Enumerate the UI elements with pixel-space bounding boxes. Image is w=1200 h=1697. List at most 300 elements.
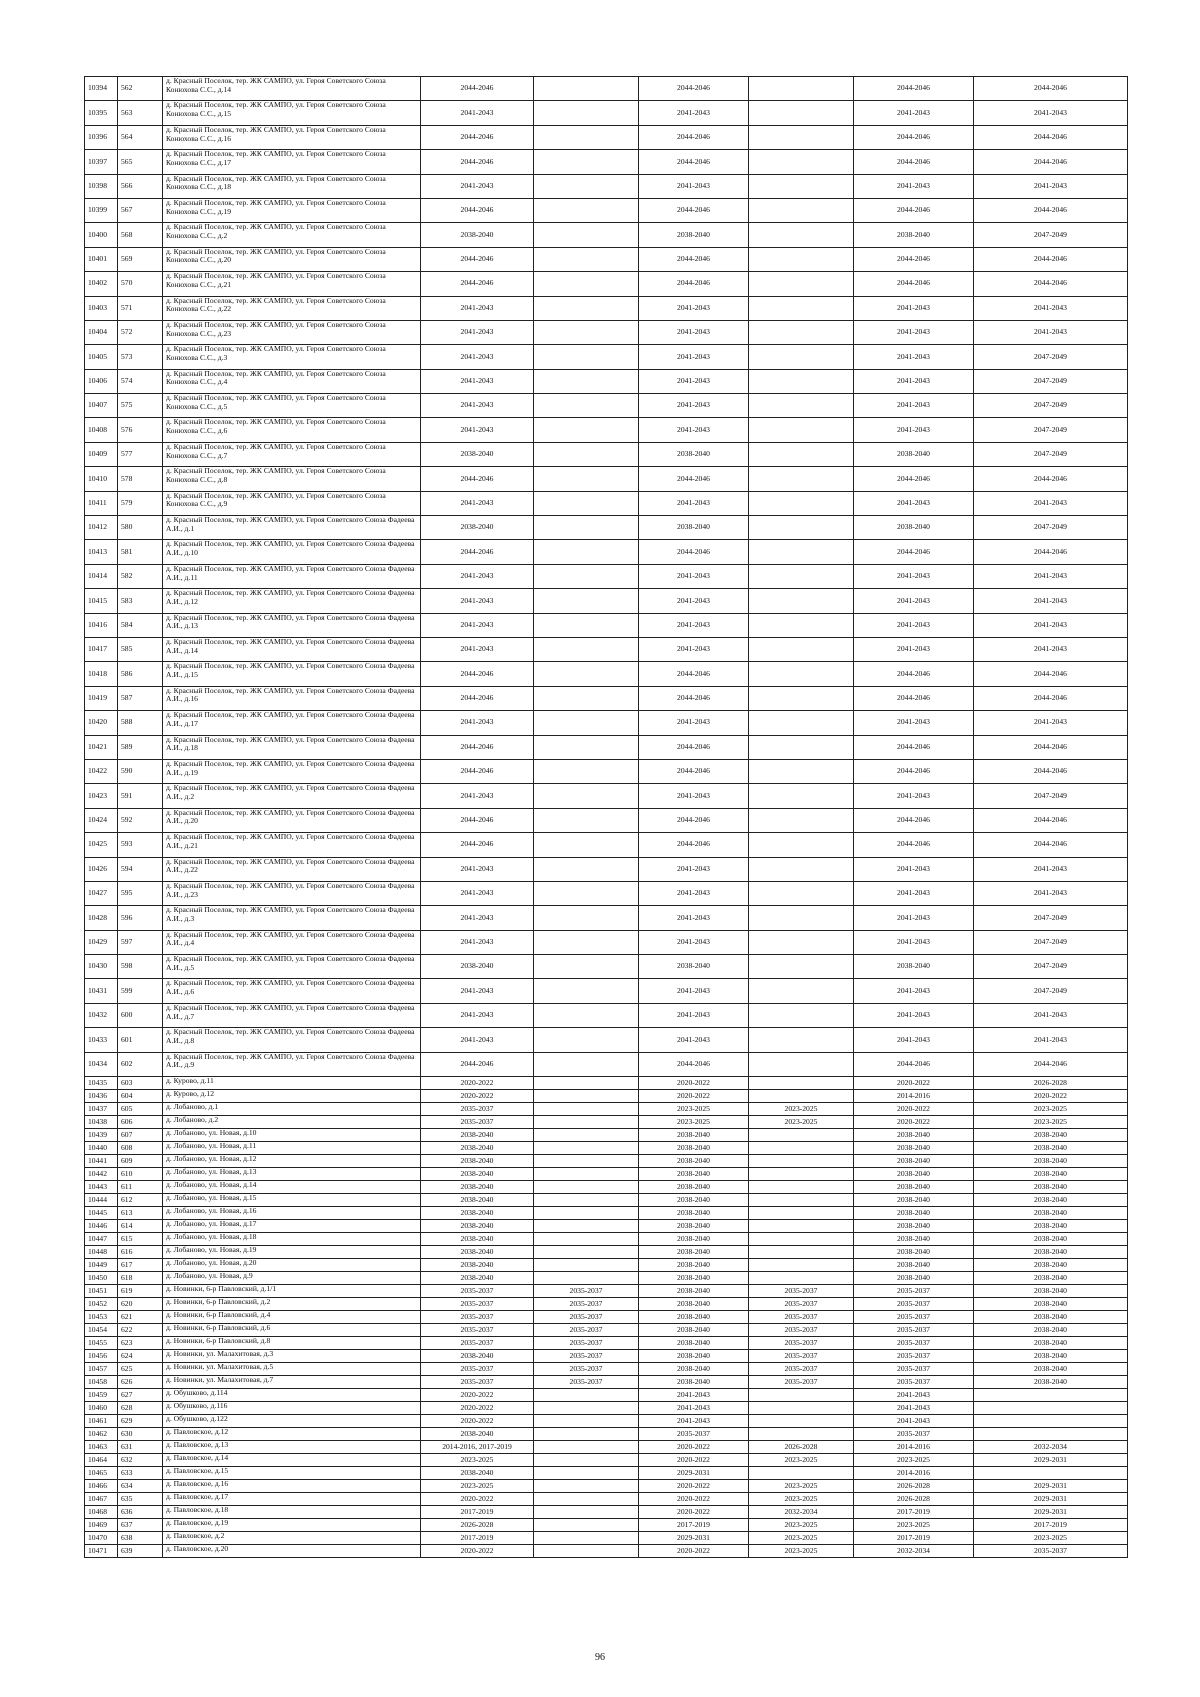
period-col-2 (534, 1415, 639, 1428)
period-col-2 (534, 223, 639, 247)
row-number: 634 (118, 1480, 163, 1493)
record-id: 10408 (85, 418, 118, 442)
address: д. Обушково, д.122 (163, 1415, 421, 1428)
period-col-6: 2044-2046 (974, 150, 1128, 174)
row-number: 580 (118, 516, 163, 540)
period-col-6 (974, 1389, 1128, 1402)
record-id: 10397 (85, 150, 118, 174)
period-col-1: 2044-2046 (421, 1052, 534, 1076)
period-col-5: 2044-2046 (854, 759, 974, 783)
period-col-2 (534, 125, 639, 149)
period-col-3: 2035-2037 (639, 1428, 749, 1441)
period-col-5: 2044-2046 (854, 540, 974, 564)
period-col-3: 2041-2043 (639, 320, 749, 344)
period-col-6: 2047-2049 (974, 442, 1128, 466)
period-col-1: 2035-2037 (421, 1116, 534, 1129)
table-row (85, 369, 1128, 393)
period-col-4 (749, 833, 854, 857)
period-col-6: 2041-2043 (974, 857, 1128, 881)
period-col-4 (749, 77, 854, 101)
table-row (85, 930, 1128, 954)
row-number: 636 (118, 1506, 163, 1519)
period-col-4: 2032-2034 (749, 1506, 854, 1519)
row-number: 622 (118, 1324, 163, 1337)
period-col-1: 2038-2040 (421, 1194, 534, 1207)
period-col-1: 2044-2046 (421, 125, 534, 149)
row-number: 624 (118, 1350, 163, 1363)
period-col-3: 2020-2022 (639, 1480, 749, 1493)
period-col-1: 2035-2037 (421, 1337, 534, 1350)
row-number: 562 (118, 77, 163, 101)
table-row (85, 1428, 1128, 1441)
row-number: 563 (118, 101, 163, 125)
row-number: 586 (118, 662, 163, 686)
row-number: 584 (118, 613, 163, 637)
period-col-2 (534, 1454, 639, 1467)
row-number: 600 (118, 1003, 163, 1027)
address: д. Новинки, 6-р Павловский, д.8 (163, 1337, 421, 1350)
period-col-3: 2041-2043 (639, 296, 749, 320)
period-col-3: 2020-2022 (639, 1493, 749, 1506)
period-col-6 (974, 1428, 1128, 1441)
row-number: 576 (118, 418, 163, 442)
table-row (85, 1480, 1128, 1493)
period-col-1: 2041-2043 (421, 613, 534, 637)
table-row (85, 1298, 1128, 1311)
period-col-2: 2035-2037 (534, 1285, 639, 1298)
table-row (85, 1272, 1128, 1285)
period-col-3: 2038-2040 (639, 1168, 749, 1181)
table-row (85, 1363, 1128, 1376)
record-id: 10416 (85, 613, 118, 637)
table-row (85, 686, 1128, 710)
period-col-4 (749, 418, 854, 442)
period-col-5: 2041-2043 (854, 979, 974, 1003)
period-col-3: 2038-2040 (639, 1363, 749, 1376)
period-col-3: 2041-2043 (639, 345, 749, 369)
period-col-1: 2041-2043 (421, 979, 534, 1003)
record-id: 10450 (85, 1272, 118, 1285)
record-id: 10467 (85, 1493, 118, 1506)
period-col-3: 2041-2043 (639, 711, 749, 735)
period-col-3: 2041-2043 (639, 881, 749, 905)
period-col-2 (534, 1272, 639, 1285)
period-col-6: 2041-2043 (974, 881, 1128, 905)
address: д. Павловское, д.16 (163, 1480, 421, 1493)
record-id: 10419 (85, 686, 118, 710)
record-id: 10402 (85, 272, 118, 296)
period-col-3: 2041-2043 (639, 1028, 749, 1052)
address: д. Новинки, ул. Малахитовая, д.7 (163, 1376, 421, 1389)
period-col-2 (534, 1181, 639, 1194)
period-col-1: 2038-2040 (421, 442, 534, 466)
period-col-5: 2038-2040 (854, 1129, 974, 1142)
table-row (85, 125, 1128, 149)
period-col-5: 2041-2043 (854, 784, 974, 808)
period-col-3: 2044-2046 (639, 467, 749, 491)
period-col-5: 2041-2043 (854, 296, 974, 320)
period-col-6: 2035-2037 (974, 1545, 1128, 1558)
table-row (85, 1194, 1128, 1207)
period-col-5: 2038-2040 (854, 442, 974, 466)
record-id: 10426 (85, 857, 118, 881)
period-col-6: 2029-2031 (974, 1493, 1128, 1506)
period-col-3: 2038-2040 (639, 1155, 749, 1168)
period-col-3: 2038-2040 (639, 1376, 749, 1389)
period-col-2 (534, 369, 639, 393)
row-number: 571 (118, 296, 163, 320)
period-col-1: 2038-2040 (421, 1259, 534, 1272)
record-id: 10434 (85, 1052, 118, 1076)
period-col-3: 2041-2043 (639, 1402, 749, 1415)
table-row (85, 467, 1128, 491)
period-col-2 (534, 1233, 639, 1246)
row-number: 611 (118, 1181, 163, 1194)
address: д. Лобаново, ул. Новая, д.17 (163, 1220, 421, 1233)
period-col-3: 2044-2046 (639, 77, 749, 101)
period-col-1: 2041-2043 (421, 930, 534, 954)
address: д. Лобаново, ул. Новая, д.9 (163, 1272, 421, 1285)
record-id: 10413 (85, 540, 118, 564)
period-col-3: 2041-2043 (639, 1003, 749, 1027)
period-col-6: 2038-2040 (974, 1311, 1128, 1324)
period-col-2 (534, 1116, 639, 1129)
period-col-4 (749, 1142, 854, 1155)
address: д. Красный Поселок, тер. ЖК САМПО, ул. Героя Советского Союза Конюхова С.С., д.9 (163, 491, 421, 515)
period-col-4 (749, 125, 854, 149)
period-col-3: 2029-2031 (639, 1467, 749, 1480)
period-col-3: 2038-2040 (639, 1246, 749, 1259)
period-col-4 (749, 1052, 854, 1076)
period-col-5: 2020-2022 (854, 1116, 974, 1129)
period-col-5: 2035-2037 (854, 1428, 974, 1441)
period-col-6: 2047-2049 (974, 955, 1128, 979)
period-col-5: 2038-2040 (854, 1246, 974, 1259)
period-col-2 (534, 857, 639, 881)
period-col-5: 2038-2040 (854, 223, 974, 247)
period-col-4 (749, 1415, 854, 1428)
table-row (85, 1155, 1128, 1168)
period-col-4 (749, 1207, 854, 1220)
period-col-4: 2035-2037 (749, 1324, 854, 1337)
period-col-1: 2044-2046 (421, 833, 534, 857)
period-col-1: 2041-2043 (421, 296, 534, 320)
period-col-4: 2023-2025 (749, 1103, 854, 1116)
period-col-5: 2041-2043 (854, 1028, 974, 1052)
period-col-4 (749, 662, 854, 686)
period-col-2: 2035-2037 (534, 1363, 639, 1376)
table-row (85, 1129, 1128, 1142)
period-col-4 (749, 1155, 854, 1168)
period-col-4: 2035-2037 (749, 1285, 854, 1298)
row-number: 637 (118, 1519, 163, 1532)
period-col-6: 2038-2040 (974, 1376, 1128, 1389)
table-row (85, 1077, 1128, 1090)
row-number: 564 (118, 125, 163, 149)
period-col-3: 2038-2040 (639, 955, 749, 979)
row-number: 625 (118, 1363, 163, 1376)
address: д. Красный Поселок, тер. ЖК САМПО, ул. Героя Советского Союза Фадеева А.И., д.9 (163, 1052, 421, 1076)
period-col-3: 2041-2043 (639, 589, 749, 613)
address: д. Красный Поселок, тер. ЖК САМПО, ул. Героя Советского Союза Конюхова С.С., д.6 (163, 418, 421, 442)
row-number: 572 (118, 320, 163, 344)
period-col-1: 2044-2046 (421, 247, 534, 271)
address: д. Лобаново, ул. Новая, д.11 (163, 1142, 421, 1155)
period-col-2 (534, 1142, 639, 1155)
record-id: 10446 (85, 1220, 118, 1233)
period-col-3: 2020-2022 (639, 1545, 749, 1558)
table-row (85, 491, 1128, 515)
period-col-6: 2044-2046 (974, 759, 1128, 783)
period-col-2 (534, 320, 639, 344)
period-col-2 (534, 1168, 639, 1181)
period-col-4 (749, 1028, 854, 1052)
period-col-2 (534, 955, 639, 979)
period-col-4: 2023-2025 (749, 1493, 854, 1506)
period-col-5: 2044-2046 (854, 735, 974, 759)
address: д. Павловское, д.17 (163, 1493, 421, 1506)
table-row (85, 1090, 1128, 1103)
period-col-4 (749, 1181, 854, 1194)
period-col-4 (749, 784, 854, 808)
period-col-3: 2044-2046 (639, 1052, 749, 1076)
address: д. Красный Поселок, тер. ЖК САМПО, ул. Героя Советского Союза Фадеева А.И., д.15 (163, 662, 421, 686)
period-col-5: 2038-2040 (854, 1272, 974, 1285)
period-col-1: 2038-2040 (421, 1168, 534, 1181)
period-col-3: 2038-2040 (639, 1233, 749, 1246)
period-col-4: 2035-2037 (749, 1311, 854, 1324)
period-col-5: 2038-2040 (854, 955, 974, 979)
period-col-2 (534, 540, 639, 564)
period-col-1: 2041-2043 (421, 784, 534, 808)
period-col-3: 2041-2043 (639, 174, 749, 198)
period-col-1: 2041-2043 (421, 589, 534, 613)
period-col-3: 2041-2043 (639, 637, 749, 661)
row-number: 569 (118, 247, 163, 271)
period-col-6: 2038-2040 (974, 1168, 1128, 1181)
period-col-5: 2038-2040 (854, 1181, 974, 1194)
table-row (85, 833, 1128, 857)
period-col-1: 2020-2022 (421, 1389, 534, 1402)
table-row (85, 296, 1128, 320)
row-number: 591 (118, 784, 163, 808)
record-id: 10394 (85, 77, 118, 101)
period-col-5: 2044-2046 (854, 467, 974, 491)
period-col-2 (534, 1090, 639, 1103)
row-number: 587 (118, 686, 163, 710)
table-row (85, 418, 1128, 442)
period-col-4 (749, 857, 854, 881)
record-id: 10415 (85, 589, 118, 613)
row-number: 583 (118, 589, 163, 613)
period-col-5: 2041-2043 (854, 320, 974, 344)
period-col-3: 2017-2019 (639, 1519, 749, 1532)
period-col-4 (749, 101, 854, 125)
period-col-4 (749, 1129, 854, 1142)
period-col-6: 2044-2046 (974, 686, 1128, 710)
address: д. Павловское, д.14 (163, 1454, 421, 1467)
record-id: 10451 (85, 1285, 118, 1298)
period-col-4 (749, 1402, 854, 1415)
period-col-5: 2038-2040 (854, 516, 974, 540)
period-col-6 (974, 1467, 1128, 1480)
table-row (85, 345, 1128, 369)
period-col-6: 2047-2049 (974, 369, 1128, 393)
period-col-5: 2041-2043 (854, 345, 974, 369)
period-col-1: 2038-2040 (421, 1220, 534, 1233)
period-col-6: 2038-2040 (974, 1155, 1128, 1168)
period-col-3: 2044-2046 (639, 759, 749, 783)
address: д. Красный Поселок, тер. ЖК САМПО, ул. Героя Советского Союза Фадеева А.И., д.2 (163, 784, 421, 808)
period-col-6: 2038-2040 (974, 1181, 1128, 1194)
period-col-3: 2020-2022 (639, 1454, 749, 1467)
address: д. Красный Поселок, тер. ЖК САМПО, ул. Героя Советского Союза Фадеева А.И., д.5 (163, 955, 421, 979)
record-id: 10452 (85, 1298, 118, 1311)
address: д. Красный Поселок, тер. ЖК САМПО, ул. Героя Советского Союза Фадеева А.И., д.23 (163, 881, 421, 905)
period-col-1: 2041-2043 (421, 1028, 534, 1052)
period-col-6: 2047-2049 (974, 394, 1128, 418)
period-col-2 (534, 345, 639, 369)
period-col-5: 2044-2046 (854, 1052, 974, 1076)
period-col-2 (534, 1428, 639, 1441)
period-col-6: 2023-2025 (974, 1532, 1128, 1545)
period-col-1: 2038-2040 (421, 1272, 534, 1285)
row-number: 630 (118, 1428, 163, 1441)
period-col-4 (749, 808, 854, 832)
record-id: 10436 (85, 1090, 118, 1103)
period-col-4: 2035-2037 (749, 1376, 854, 1389)
period-col-1: 2020-2022 (421, 1415, 534, 1428)
period-col-1: 2044-2046 (421, 198, 534, 222)
period-col-2 (534, 589, 639, 613)
period-col-2 (534, 808, 639, 832)
record-id: 10424 (85, 808, 118, 832)
period-col-3: 2044-2046 (639, 662, 749, 686)
table-row (85, 1233, 1128, 1246)
record-id: 10414 (85, 564, 118, 588)
row-number: 613 (118, 1207, 163, 1220)
address: д. Красный Поселок, тер. ЖК САМПО, ул. Героя Советского Союза Фадеева А.И., д.4 (163, 930, 421, 954)
period-col-6: 2044-2046 (974, 125, 1128, 149)
row-number: 606 (118, 1116, 163, 1129)
period-col-2 (534, 564, 639, 588)
row-number: 592 (118, 808, 163, 832)
period-col-1: 2041-2043 (421, 637, 534, 661)
period-col-1: 2035-2037 (421, 1298, 534, 1311)
table-row (85, 1116, 1128, 1129)
record-id: 10411 (85, 491, 118, 515)
period-col-5: 2035-2037 (854, 1311, 974, 1324)
period-col-3: 2020-2022 (639, 1077, 749, 1090)
period-col-1: 2041-2043 (421, 101, 534, 125)
period-col-5: 2041-2043 (854, 1415, 974, 1428)
table-row (85, 223, 1128, 247)
period-col-3: 2041-2043 (639, 101, 749, 125)
period-col-6: 2032-2034 (974, 1441, 1128, 1454)
record-id: 10440 (85, 1142, 118, 1155)
period-col-6: 2038-2040 (974, 1337, 1128, 1350)
period-col-5: 2014-2016 (854, 1090, 974, 1103)
period-col-6: 2044-2046 (974, 77, 1128, 101)
period-col-2: 2035-2037 (534, 1376, 639, 1389)
address: д. Красный Поселок, тер. ЖК САМПО, ул. Героя Советского Союза Конюхова С.С., д.18 (163, 174, 421, 198)
period-col-6: 2044-2046 (974, 198, 1128, 222)
period-col-6: 2041-2043 (974, 174, 1128, 198)
period-col-6: 2029-2031 (974, 1480, 1128, 1493)
table-row (85, 881, 1128, 905)
table-row (85, 711, 1128, 735)
period-col-1: 2023-2025 (421, 1480, 534, 1493)
period-col-5: 2041-2043 (854, 101, 974, 125)
period-col-4 (749, 198, 854, 222)
period-col-2 (534, 394, 639, 418)
period-col-5: 2026-2028 (854, 1480, 974, 1493)
row-number: 578 (118, 467, 163, 491)
record-id: 10425 (85, 833, 118, 857)
address: д. Новинки, 6-р Павловский, д.2 (163, 1298, 421, 1311)
period-col-3: 2044-2046 (639, 272, 749, 296)
period-col-2 (534, 1259, 639, 1272)
period-col-2 (534, 1077, 639, 1090)
record-id: 10423 (85, 784, 118, 808)
period-col-4 (749, 711, 854, 735)
period-col-3: 2041-2043 (639, 418, 749, 442)
address: д. Красный Поселок, тер. ЖК САМПО, ул. Героя Советского Союза Фадеева А.И., д.14 (163, 637, 421, 661)
period-col-4 (749, 1233, 854, 1246)
row-number: 610 (118, 1168, 163, 1181)
period-col-1: 2023-2025 (421, 1454, 534, 1467)
period-col-4 (749, 174, 854, 198)
period-col-2 (534, 1480, 639, 1493)
address: д. Красный Поселок, тер. ЖК САМПО, ул. Героя Советского Союза Фадеева А.И., д.7 (163, 1003, 421, 1027)
period-col-1: 2014-2016, 2017-2019 (421, 1441, 534, 1454)
record-id: 10405 (85, 345, 118, 369)
table-row (85, 1350, 1128, 1363)
period-col-4 (749, 1246, 854, 1259)
record-id: 10412 (85, 516, 118, 540)
period-col-5: 2044-2046 (854, 272, 974, 296)
period-col-1: 2044-2046 (421, 150, 534, 174)
period-col-5: 2038-2040 (854, 1259, 974, 1272)
period-col-4: 2023-2025 (749, 1519, 854, 1532)
period-col-1: 2044-2046 (421, 735, 534, 759)
address: д. Красный Поселок, тер. ЖК САМПО, ул. Героя Советского Союза Фадеева А.И., д.11 (163, 564, 421, 588)
table-row (85, 247, 1128, 271)
period-col-4: 2035-2037 (749, 1337, 854, 1350)
period-col-2 (534, 735, 639, 759)
period-col-2: 2035-2037 (534, 1311, 639, 1324)
period-col-1: 2044-2046 (421, 467, 534, 491)
period-col-3: 2038-2040 (639, 1129, 749, 1142)
address: д. Новинки, 6-р Павловский, д.4 (163, 1311, 421, 1324)
period-col-2 (534, 1441, 639, 1454)
period-col-1: 2041-2043 (421, 857, 534, 881)
row-number: 629 (118, 1415, 163, 1428)
period-col-3: 2041-2043 (639, 979, 749, 1003)
period-col-5: 2017-2019 (854, 1532, 974, 1545)
row-number: 585 (118, 637, 163, 661)
address: д. Красный Поселок, тер. ЖК САМПО, ул. Героя Советского Союза Фадеева А.И., д.13 (163, 613, 421, 637)
period-col-2 (534, 833, 639, 857)
period-col-2 (534, 1402, 639, 1415)
address: д. Павловское, д.19 (163, 1519, 421, 1532)
period-col-4 (749, 881, 854, 905)
period-col-5: 2032-2034 (854, 1545, 974, 1558)
period-col-5: 2017-2019 (854, 1506, 974, 1519)
record-id: 10444 (85, 1194, 118, 1207)
record-id: 10460 (85, 1402, 118, 1415)
period-col-2 (534, 442, 639, 466)
